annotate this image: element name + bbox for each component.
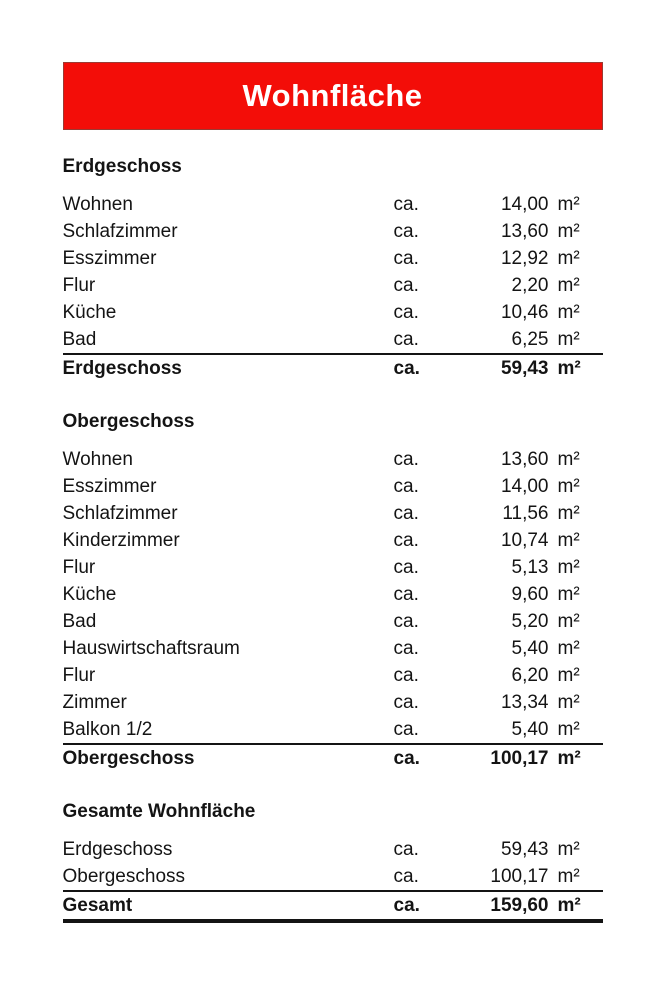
row-unit-label: m² <box>557 611 580 632</box>
table-area <box>63 153 603 923</box>
title-banner <box>63 62 603 130</box>
row-value: 13,60 <box>500 221 549 242</box>
row-approx-label: ca. <box>393 665 419 686</box>
total-value: 100,17 <box>490 748 549 769</box>
section-heading: Obergeschoss <box>62 411 195 432</box>
row-unit-label: m² <box>557 719 580 740</box>
total-unit-label: m² <box>557 358 581 379</box>
table-row <box>63 689 603 716</box>
page-title: Wohnfläche <box>242 78 423 113</box>
row-label: Flur <box>62 275 96 296</box>
row-label: Schlafzimmer <box>62 503 178 524</box>
section-rows <box>63 446 603 743</box>
row-value: 10,74 <box>500 530 549 551</box>
row-label: Küche <box>62 302 117 323</box>
table-row <box>63 863 603 890</box>
row-value: 5,40 <box>511 719 549 740</box>
row-approx-label: ca. <box>393 557 419 578</box>
section-total-row <box>63 743 603 772</box>
row-unit-label: m² <box>557 584 580 605</box>
table-row <box>63 608 603 635</box>
row-label: Schlafzimmer <box>62 221 178 242</box>
total-unit-label: m² <box>557 895 581 916</box>
row-approx-label: ca. <box>393 530 419 551</box>
row-approx-label: ca. <box>393 329 419 350</box>
row-unit-label: m² <box>557 221 580 242</box>
table-row <box>63 635 603 662</box>
row-value: 6,20 <box>511 665 549 686</box>
table-row <box>63 554 603 581</box>
row-label: Esszimmer <box>62 476 157 497</box>
table-row <box>63 716 603 743</box>
row-approx-label: ca. <box>393 503 419 524</box>
row-unit-label: m² <box>557 194 580 215</box>
row-approx-label: ca. <box>393 638 419 659</box>
row-value: 6,25 <box>511 329 549 350</box>
total-unit-label: m² <box>557 748 581 769</box>
floor-section <box>63 153 603 382</box>
row-approx-label: ca. <box>393 221 419 242</box>
total-label: Gesamt <box>62 895 133 916</box>
table-row <box>63 500 603 527</box>
section-heading: Erdgeschoss <box>62 156 182 177</box>
row-label: Küche <box>62 584 117 605</box>
floor-section <box>63 408 603 772</box>
section-total-row <box>63 353 603 382</box>
row-value: 13,60 <box>500 449 549 470</box>
row-label: Bad <box>62 329 97 350</box>
section-total-row <box>63 890 603 919</box>
row-value: 5,20 <box>511 611 549 632</box>
total-value: 159,60 <box>490 895 549 916</box>
table-row <box>63 245 603 272</box>
row-label: Flur <box>62 665 96 686</box>
table-row <box>63 662 603 689</box>
row-label: Hauswirtschaftsraum <box>62 638 240 659</box>
table-row <box>63 446 603 473</box>
table-row <box>63 218 603 245</box>
row-value: 59,43 <box>500 839 549 860</box>
table-row <box>63 326 603 353</box>
section-heading: Gesamte Wohnfläche <box>62 801 256 822</box>
row-unit-label: m² <box>557 329 580 350</box>
row-unit-label: m² <box>557 839 580 860</box>
row-label: Wohnen <box>62 449 133 470</box>
table-row <box>63 299 603 326</box>
total-approx-label: ca. <box>393 358 420 379</box>
row-approx-label: ca. <box>393 449 419 470</box>
row-approx-label: ca. <box>393 839 419 860</box>
row-label: Zimmer <box>62 692 127 713</box>
table-row <box>63 473 603 500</box>
table-row <box>63 836 603 863</box>
row-label: Erdgeschoss <box>62 839 173 860</box>
total-approx-label: ca. <box>393 895 420 916</box>
table-row <box>63 272 603 299</box>
row-label: Balkon 1/2 <box>62 719 153 740</box>
row-unit-label: m² <box>557 557 580 578</box>
table-row <box>63 191 603 218</box>
row-value: 9,60 <box>511 584 549 605</box>
total-label: Erdgeschoss <box>62 358 182 379</box>
row-value: 14,00 <box>500 194 549 215</box>
floor-section <box>63 798 603 923</box>
row-unit-label: m² <box>557 248 580 269</box>
row-approx-label: ca. <box>393 611 419 632</box>
row-unit-label: m² <box>557 665 580 686</box>
row-value: 100,17 <box>490 866 549 887</box>
row-approx-label: ca. <box>393 194 419 215</box>
row-unit-label: m² <box>557 275 580 296</box>
section-rows <box>63 191 603 353</box>
total-value: 59,43 <box>500 358 549 379</box>
row-value: 14,00 <box>500 476 549 497</box>
row-value: 13,34 <box>500 692 549 713</box>
row-value: 2,20 <box>511 275 549 296</box>
row-approx-label: ca. <box>393 584 419 605</box>
row-unit-label: m² <box>557 302 580 323</box>
total-approx-label: ca. <box>393 748 420 769</box>
row-value: 5,13 <box>511 557 549 578</box>
table-row <box>63 527 603 554</box>
row-unit-label: m² <box>557 638 580 659</box>
section-rows <box>63 836 603 890</box>
row-approx-label: ca. <box>393 719 419 740</box>
row-unit-label: m² <box>557 530 580 551</box>
row-unit-label: m² <box>557 476 580 497</box>
row-label: Flur <box>62 557 96 578</box>
row-unit-label: m² <box>557 503 580 524</box>
row-value: 11,56 <box>502 503 549 524</box>
row-approx-label: ca. <box>393 275 419 296</box>
row-approx-label: ca. <box>393 692 419 713</box>
row-label: Bad <box>62 611 97 632</box>
row-approx-label: ca. <box>393 248 419 269</box>
row-approx-label: ca. <box>393 302 419 323</box>
row-approx-label: ca. <box>393 866 419 887</box>
table-row <box>63 581 603 608</box>
row-label: Esszimmer <box>62 248 157 269</box>
document-page <box>63 0 603 923</box>
row-approx-label: ca. <box>393 476 419 497</box>
row-unit-label: m² <box>557 866 580 887</box>
row-label: Kinderzimmer <box>62 530 180 551</box>
row-label: Wohnen <box>62 194 133 215</box>
row-label: Obergeschoss <box>62 866 186 887</box>
row-value: 5,40 <box>511 638 549 659</box>
row-value: 10,46 <box>500 302 549 323</box>
row-unit-label: m² <box>557 692 580 713</box>
row-value: 12,92 <box>500 248 549 269</box>
total-label: Obergeschoss <box>62 748 195 769</box>
grand-total-rule <box>63 919 603 923</box>
row-unit-label: m² <box>557 449 580 470</box>
